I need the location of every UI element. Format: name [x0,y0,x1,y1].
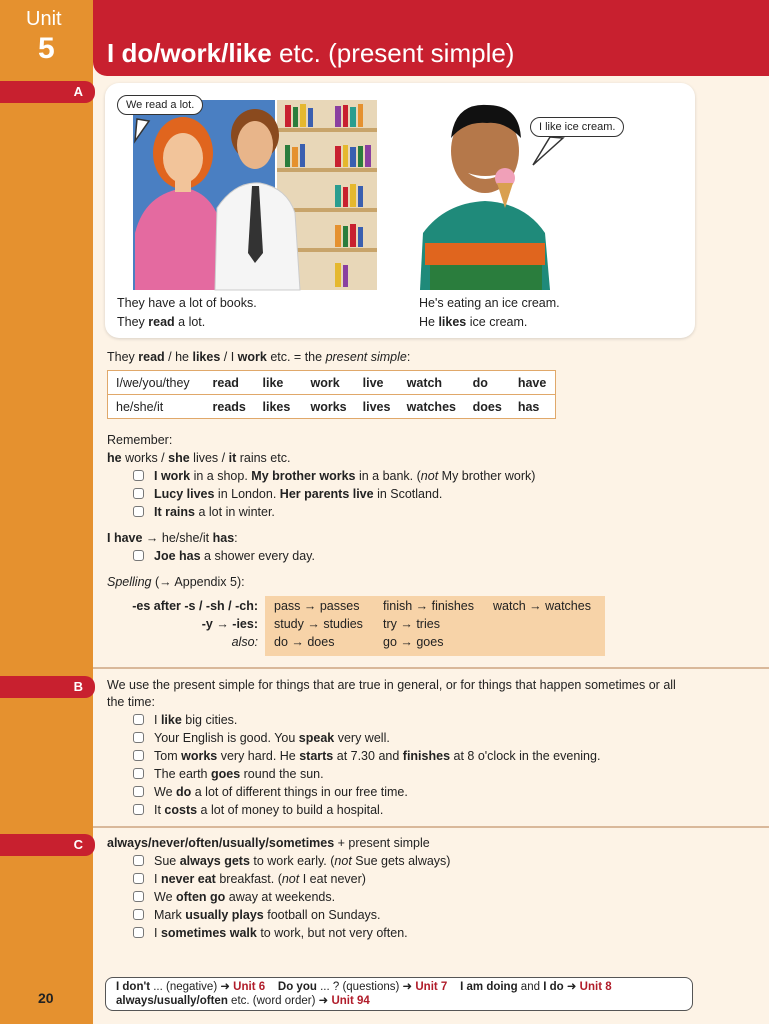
spelling-example: finish → finishes [383,599,475,613]
table-cell: he/she/it [116,399,164,414]
spelling-example: study → studies [274,617,363,631]
spelling-example: do → does [274,635,335,649]
unit-link[interactable]: Unit 94 [331,995,370,1007]
intro-line: They read / he likes / I work etc. = the present simple: [107,350,411,364]
speech-bubble-left: We read a lot. [117,95,203,115]
unit-link[interactable]: Unit 8 [579,981,612,993]
checkbox-icon [133,550,144,561]
table-cell: lives [362,399,391,414]
table-cell: read [205,371,255,395]
checkbox-icon [133,786,144,797]
checkbox-icon [133,909,144,920]
checkbox-icon [133,470,144,481]
table-cell: likes [262,399,291,414]
have-line: I have → he/she/it has: [107,531,238,545]
checkbox-icon [133,804,144,815]
spelling-example: pass → passes [274,599,360,613]
table-cell: watches [406,399,456,414]
example-item: Joe has a shower every day. [133,547,315,565]
table-cell: works [310,399,347,414]
example-item: We often go away at weekends. [133,888,335,906]
checkbox-icon [133,855,144,866]
table-cell: watch [399,371,465,395]
example-item: Mark usually plays football on Sundays. [133,906,381,924]
table-cell: live [355,371,399,395]
remember-heading: Remember: [107,433,173,447]
spelling-heading: Spelling (→ Appendix 5): [107,575,245,589]
table-cell: I/we/you/they [108,371,205,395]
checkbox-icon [133,768,144,779]
section-tab-c: C [0,834,95,856]
example-item: I sometimes walk to work, but not very often. [133,924,408,942]
checkbox-icon [133,488,144,499]
sidebar [0,0,93,1024]
section-c-heading: always/never/often/usually/sometimes + present simple [107,836,430,850]
section-b-intro: the time: [107,695,155,709]
page-title: I do/work/like etc. (present simple) [107,38,515,68]
unit-link[interactable]: Unit 6 [233,981,266,993]
example-item: It costs a lot of money to build a hospital. [133,801,383,819]
checkbox-icon [133,873,144,884]
table-cell: like [255,371,303,395]
caption-left: They have a lot of books. They read a lot. [117,296,257,329]
speech-bubble-right: I like ice cream. [530,117,624,137]
spelling-rule: -y → -ies: [201,617,258,631]
table-cell: have [510,371,556,395]
example-item: I never eat breakfast. (not I eat never) [133,870,366,888]
spelling-example: try → tries [383,617,440,631]
table-cell: reads [212,399,246,414]
checkbox-icon [133,506,144,517]
example-item: Lucy lives in London. Her parents live in Scotland. [133,485,442,503]
example-item: Your English is good. You speak very well. [133,729,390,747]
example-item: Tom works very hard. He starts at 7.30 and finishes at 8 o'clock in the evening. [133,747,600,765]
example-item: Sue always gets to work early. (not Sue gets always) [133,852,450,870]
section-tab-a: A [0,81,95,103]
checkbox-icon [133,927,144,938]
remember-line: he works / she lives / it rains etc. [107,451,291,465]
example-item: I like big cities. [133,711,237,729]
unit-label: Unit [26,8,62,30]
table-row [108,371,556,395]
conjugation-table [107,370,556,419]
table-row [108,395,556,419]
example-item: It rains a lot in winter. [133,503,275,521]
section-tab-b: B [0,676,95,698]
checkbox-icon [133,714,144,725]
illustration-box [105,83,695,338]
section-b-intro: We use the present simple for things that are true in general, or for things that happen sometimes or all [107,678,676,692]
unit-link[interactable]: Unit 7 [415,981,448,993]
checkbox-icon [133,732,144,743]
page-number: 20 [38,990,54,1006]
example-item: We do a lot of different things in our free time. [133,783,408,801]
spelling-example: go → goes [383,635,444,649]
spelling-rule: -es after -s / -sh / -ch: [132,599,258,613]
unit-number: 5 [38,32,55,65]
checkbox-icon [133,891,144,902]
table-cell: has [517,399,540,414]
divider [93,667,769,669]
table-cell: do [465,371,510,395]
table-cell: does [472,399,502,414]
spelling-rule: also: [231,635,258,649]
table-cell: work [303,371,355,395]
example-item: The earth goes round the sun. [133,765,324,783]
divider [93,826,769,828]
spelling-example: watch → watches [493,599,591,613]
cross-reference-box: I don't ... (negative) ➜ Unit 6 Do you ... ? (questions) ➜ Unit 7 I am doing and I do ➜ Unit 8 always/usually/often etc. (word order) ➜ Unit 94 [105,977,693,1011]
checkbox-icon [133,750,144,761]
example-item: I work in a shop. My brother works in a bank. (not My brother work) [133,467,535,485]
caption-right: He's eating an ice cream. He likes ice cream. [419,296,560,329]
